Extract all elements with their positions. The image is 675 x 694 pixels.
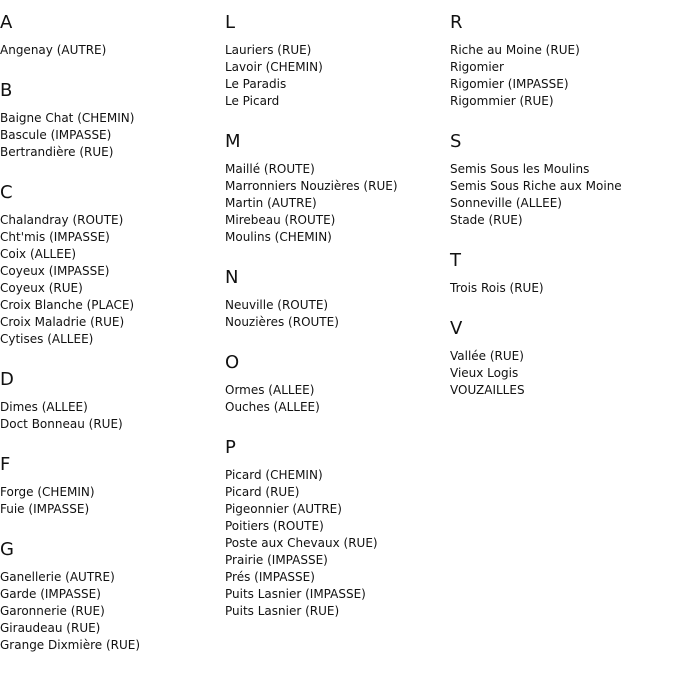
letter-group <box>450 318 675 399</box>
street-link[interactable]: Baigne Chat (CHEMIN) <box>0 111 135 125</box>
letter-heading: B <box>0 80 13 101</box>
street-link[interactable]: Coyeux (RUE) <box>0 281 83 295</box>
street-link[interactable]: Rigomier <box>450 60 504 74</box>
street-index-column-1 <box>0 12 225 675</box>
letter-group <box>225 131 450 246</box>
street-link[interactable]: Poitiers (ROUTE) <box>225 519 324 533</box>
street-link[interactable]: Poste aux Chevaux (RUE) <box>225 536 378 550</box>
street-link[interactable]: Prairie (IMPASSE) <box>225 553 328 567</box>
street-link[interactable]: Semis Sous les Moulins <box>450 162 590 176</box>
letter-heading: T <box>450 250 461 271</box>
street-link[interactable]: Rigomier (IMPASSE) <box>450 77 569 91</box>
street-list <box>0 212 225 348</box>
letter-group <box>0 539 225 654</box>
street-link[interactable]: Lauriers (RUE) <box>225 43 312 57</box>
street-link[interactable]: Semis Sous Riche aux Moine <box>450 179 622 193</box>
street-link[interactable]: Coyeux (IMPASSE) <box>0 264 110 278</box>
street-link[interactable]: Riche au Moine (RUE) <box>450 43 580 57</box>
street-link[interactable]: Lavoir (CHEMIN) <box>225 60 323 74</box>
street-list <box>0 569 225 654</box>
street-link[interactable]: Nouzières (ROUTE) <box>225 315 339 329</box>
street-list <box>0 42 225 59</box>
street-link[interactable]: Angenay (AUTRE) <box>0 43 107 57</box>
street-link[interactable]: Picard (CHEMIN) <box>225 468 323 482</box>
street-link[interactable]: Cht'mis (IMPASSE) <box>0 230 110 244</box>
letter-group <box>0 369 225 433</box>
street-list <box>0 399 225 433</box>
street-link[interactable]: Vieux Logis <box>450 366 519 380</box>
street-link[interactable]: Croix Maladrie (RUE) <box>0 315 125 329</box>
street-list <box>0 484 225 518</box>
street-link[interactable]: Vallée (RUE) <box>450 349 524 363</box>
letter-group <box>225 352 450 416</box>
letter-group <box>450 250 675 297</box>
street-list <box>450 161 675 229</box>
letter-group <box>0 80 225 161</box>
street-list <box>450 348 675 399</box>
letter-heading: O <box>225 352 240 373</box>
street-list <box>450 280 675 297</box>
street-link[interactable]: Coix (ALLEE) <box>0 247 77 261</box>
street-link[interactable]: Ganellerie (AUTRE) <box>0 570 115 584</box>
street-link[interactable]: Pigeonnier (AUTRE) <box>225 502 342 516</box>
street-link[interactable]: Trois Rois (RUE) <box>450 281 544 295</box>
street-list <box>225 382 450 416</box>
street-link[interactable]: Fuie (IMPASSE) <box>0 502 90 516</box>
street-link[interactable]: Moulins (CHEMIN) <box>225 230 332 244</box>
letter-group <box>0 182 225 348</box>
street-list <box>225 161 450 246</box>
street-link[interactable]: Chalandray (ROUTE) <box>0 213 124 227</box>
letter-group <box>225 267 450 331</box>
street-link[interactable]: Bertrandière (RUE) <box>0 145 114 159</box>
street-link[interactable]: Martin (AUTRE) <box>225 196 317 210</box>
letter-heading: G <box>0 539 14 560</box>
street-link[interactable]: Doct Bonneau (RUE) <box>0 417 123 431</box>
letter-heading: A <box>0 12 13 33</box>
street-link[interactable]: Giraudeau (RUE) <box>0 621 101 635</box>
letter-heading: V <box>450 318 463 339</box>
street-list <box>225 467 450 620</box>
street-link[interactable]: VOUZAILLES <box>450 383 525 397</box>
street-link[interactable]: Le Paradis <box>225 77 287 91</box>
street-list <box>0 110 225 161</box>
street-link[interactable]: Croix Blanche (PLACE) <box>0 298 135 312</box>
letter-heading: P <box>225 437 236 458</box>
street-link[interactable]: Ouches (ALLEE) <box>225 400 320 414</box>
letter-group <box>225 437 450 620</box>
letter-heading: R <box>450 12 463 33</box>
street-list <box>225 42 450 110</box>
street-link[interactable]: Prés (IMPASSE) <box>225 570 315 584</box>
street-link[interactable]: Puits Lasnier (RUE) <box>225 604 340 618</box>
street-link[interactable]: Rigommier (RUE) <box>450 94 554 108</box>
letter-heading: S <box>450 131 462 152</box>
letter-group <box>225 12 450 110</box>
street-link[interactable]: Forge (CHEMIN) <box>0 485 95 499</box>
letter-heading: N <box>225 267 239 288</box>
letter-heading: M <box>225 131 241 152</box>
street-list <box>450 42 675 110</box>
street-link[interactable]: Cytises (ALLEE) <box>0 332 94 346</box>
street-link[interactable]: Mirebeau (ROUTE) <box>225 213 336 227</box>
letter-group <box>0 454 225 518</box>
street-list <box>225 297 450 331</box>
street-link[interactable]: Stade (RUE) <box>450 213 523 227</box>
street-link[interactable]: Puits Lasnier (IMPASSE) <box>225 587 366 601</box>
letter-heading: F <box>0 454 11 475</box>
letter-group <box>450 131 675 229</box>
letter-group <box>450 12 675 110</box>
street-link[interactable]: Sonneville (ALLEE) <box>450 196 562 210</box>
street-link[interactable]: Marronniers Nouzières (RUE) <box>225 179 398 193</box>
street-index-column-2 <box>225 12 450 641</box>
letter-heading: C <box>0 182 13 203</box>
street-link[interactable]: Neuville (ROUTE) <box>225 298 329 312</box>
street-link[interactable]: Dimes (ALLEE) <box>0 400 88 414</box>
street-link[interactable]: Ormes (ALLEE) <box>225 383 315 397</box>
street-link[interactable]: Garde (IMPASSE) <box>0 587 101 601</box>
street-link[interactable]: Maillé (ROUTE) <box>225 162 315 176</box>
street-link[interactable]: Picard (RUE) <box>225 485 300 499</box>
letter-heading: L <box>225 12 236 33</box>
street-link[interactable]: Grange Dixmière (RUE) <box>0 638 141 652</box>
street-link[interactable]: Garonnerie (RUE) <box>0 604 105 618</box>
letter-heading: D <box>0 369 14 390</box>
street-index-column-3 <box>450 12 675 420</box>
street-link[interactable]: Bascule (IMPASSE) <box>0 128 112 142</box>
street-link[interactable]: Le Picard <box>225 94 280 108</box>
letter-group <box>0 12 225 59</box>
